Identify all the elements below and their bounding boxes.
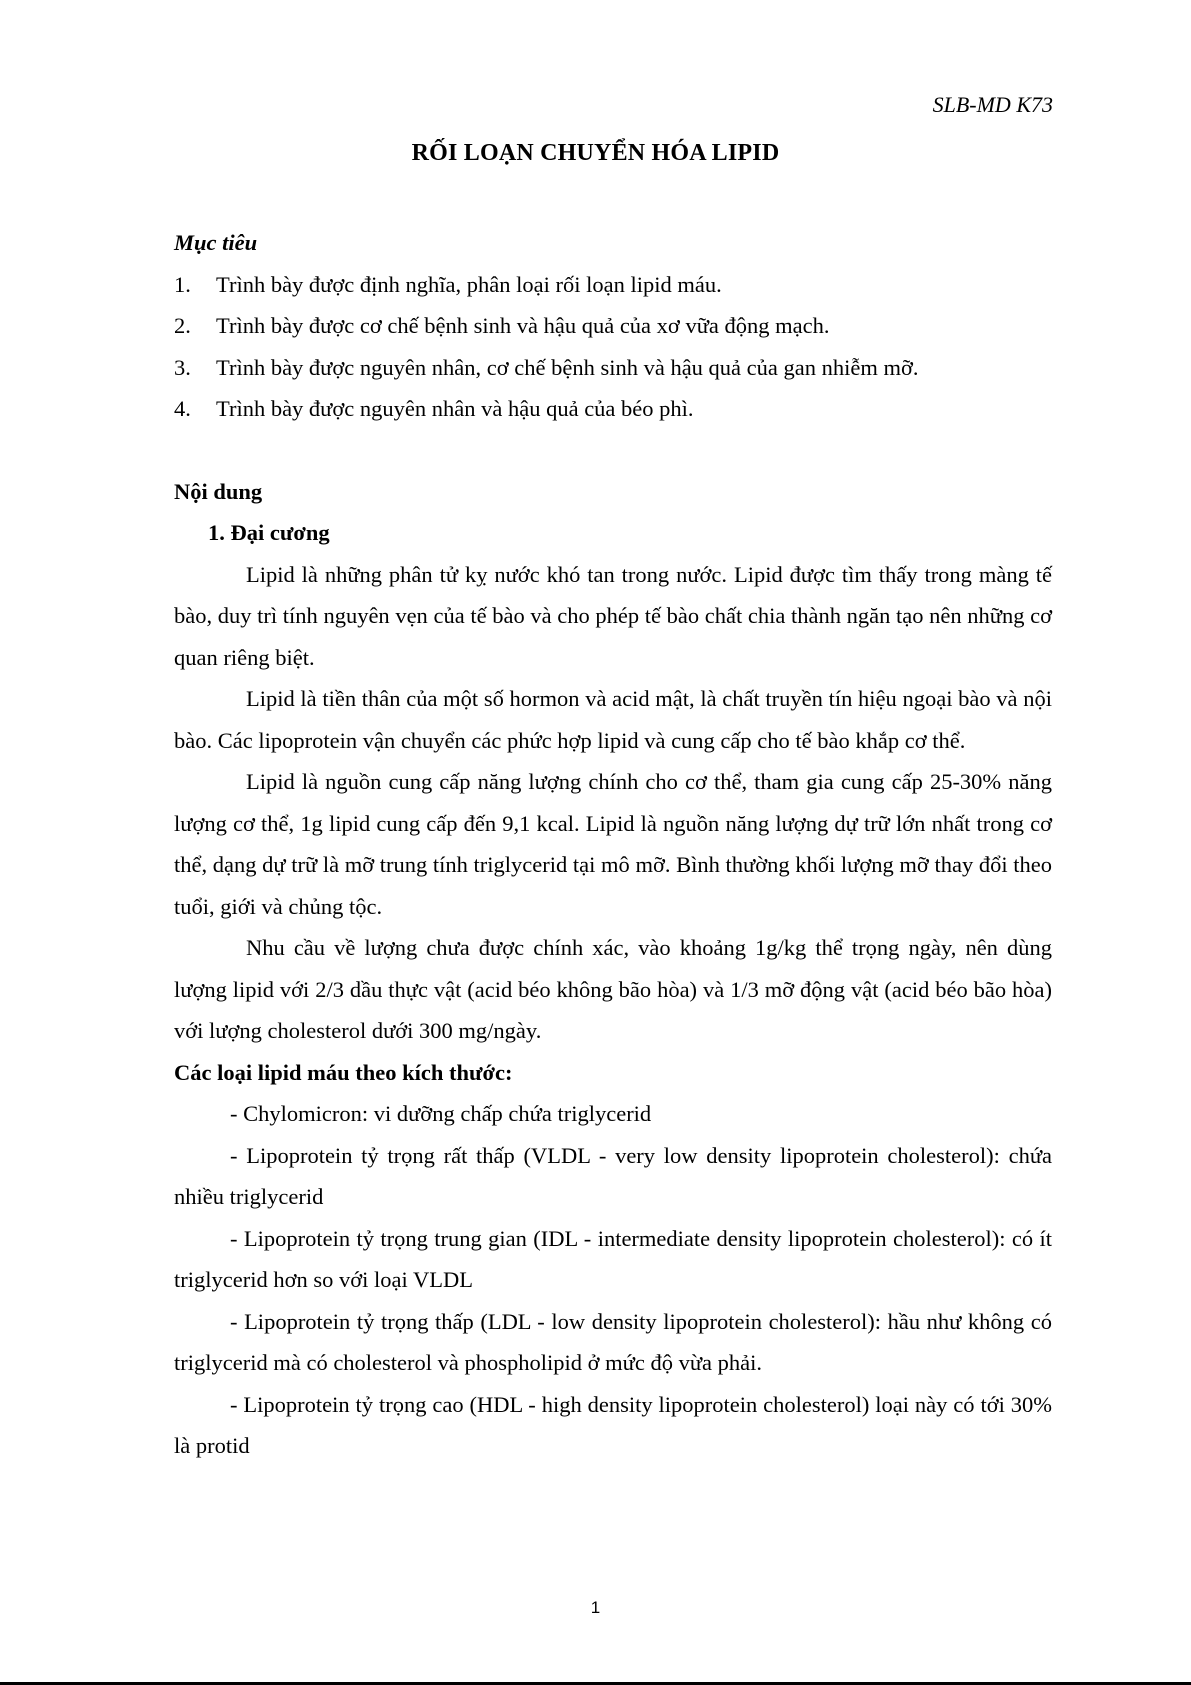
lipid-type-item: - Lipoprotein tỷ trọng cao (HDL - high density lipoprotein cholesterol) loại này có tới 30% là protid (174, 1391, 1052, 1458)
lipid-types-heading: Các loại lipid máu theo kích thước: (174, 1059, 513, 1085)
document-body (174, 222, 1052, 1467)
paragraph: Lipid là tiền thân của một số hormon và acid mật, là chất truyền tín hiệu ngoại bào và nội bào. Các lipoprotein vận chuyển các phức hợp lipid và cung cấp cho tế bào khắp cơ thể. (174, 686, 1052, 753)
paragraph: Lipid là nguồn cung cấp năng lượng chính cho cơ thể, tham gia cung cấp 25-30% năng lượng cơ thể, 1g lipid cung cấp đến 9,1 kcal. Lipid là nguồn năng lượng dự trữ lớn nhất trong cơ thể, dạng dự trữ là mỡ trung tính triglycerid tại mô mỡ. Bình thường khối lượng mỡ thay đổi theo tuổi, giới và chủng tộc. (174, 769, 1052, 919)
objective-number: 4. (174, 396, 191, 421)
lipid-type-item: - Lipoprotein tỷ trọng rất thấp (VLDL - very low density lipoprotein cholesterol): chứa nhiều triglycerid (174, 1142, 1052, 1209)
document-code: SLB-MD K73 (932, 92, 1053, 117)
paragraph: Lipid là những phân tử kỵ nước khó tan trong nước. Lipid được tìm thấy trong màng tế bào, duy trì tính nguyên vẹn của tế bào và cho phép tế bào chất chia thành ngăn tạo nên những cơ quan riêng biệt. (174, 561, 1052, 670)
objective-text: Trình bày được nguyên nhân và hậu quả của béo phì. (216, 396, 694, 421)
paragraph: Nhu cầu về lượng chưa được chính xác, vào khoảng 1g/kg thể trọng ngày, nên dùng lượng lipid với 2/3 dầu thực vật (acid béo không bão hòa) và 1/3 mỡ động vật (acid béo bão hòa) với lượng cholesterol dưới 300 mg/ngày. (174, 935, 1052, 1043)
objective-text: Trình bày được định nghĩa, phân loại rối loạn lipid máu. (216, 271, 722, 297)
objective-item (174, 305, 1052, 347)
lipid-type-item: - Lipoprotein tỷ trọng trung gian (IDL - intermediate density lipoprotein cholesterol): có ít triglycerid hơn so với loại VLDL (174, 1225, 1052, 1292)
objectives-heading: Mục tiêu (174, 230, 258, 255)
objective-number: 1. (174, 271, 191, 297)
lipid-type-item: - Lipoprotein tỷ trọng thấp (LDL - low density lipoprotein cholesterol): hầu như không có triglycerid mà có cholesterol và phospholipid ở mức độ vừa phải. (174, 1308, 1052, 1375)
objective-number: 3. (174, 354, 191, 380)
objective-item (174, 347, 1052, 389)
lipid-type-item: - Chylomicron: vi dưỡng chấp chứa triglycerid (230, 1101, 652, 1126)
content-heading: Nội dung (174, 478, 263, 504)
page-number: 1 (590, 1598, 601, 1617)
objective-text: Trình bày được cơ chế bệnh sinh và hậu quả của xơ vữa động mạch. (216, 313, 830, 338)
objective-text: Trình bày được nguyên nhân, cơ chế bệnh sinh và hậu quả của gan nhiễm mỡ. (216, 354, 919, 380)
page-title: RỐI LOẠN CHUYỂN HÓA LIPID (411, 140, 780, 166)
objective-item (174, 264, 1052, 306)
section-title: 1. Đại cương (208, 520, 330, 545)
spacer (174, 430, 1052, 471)
objective-number: 2. (174, 313, 191, 338)
objective-item (174, 388, 1052, 430)
